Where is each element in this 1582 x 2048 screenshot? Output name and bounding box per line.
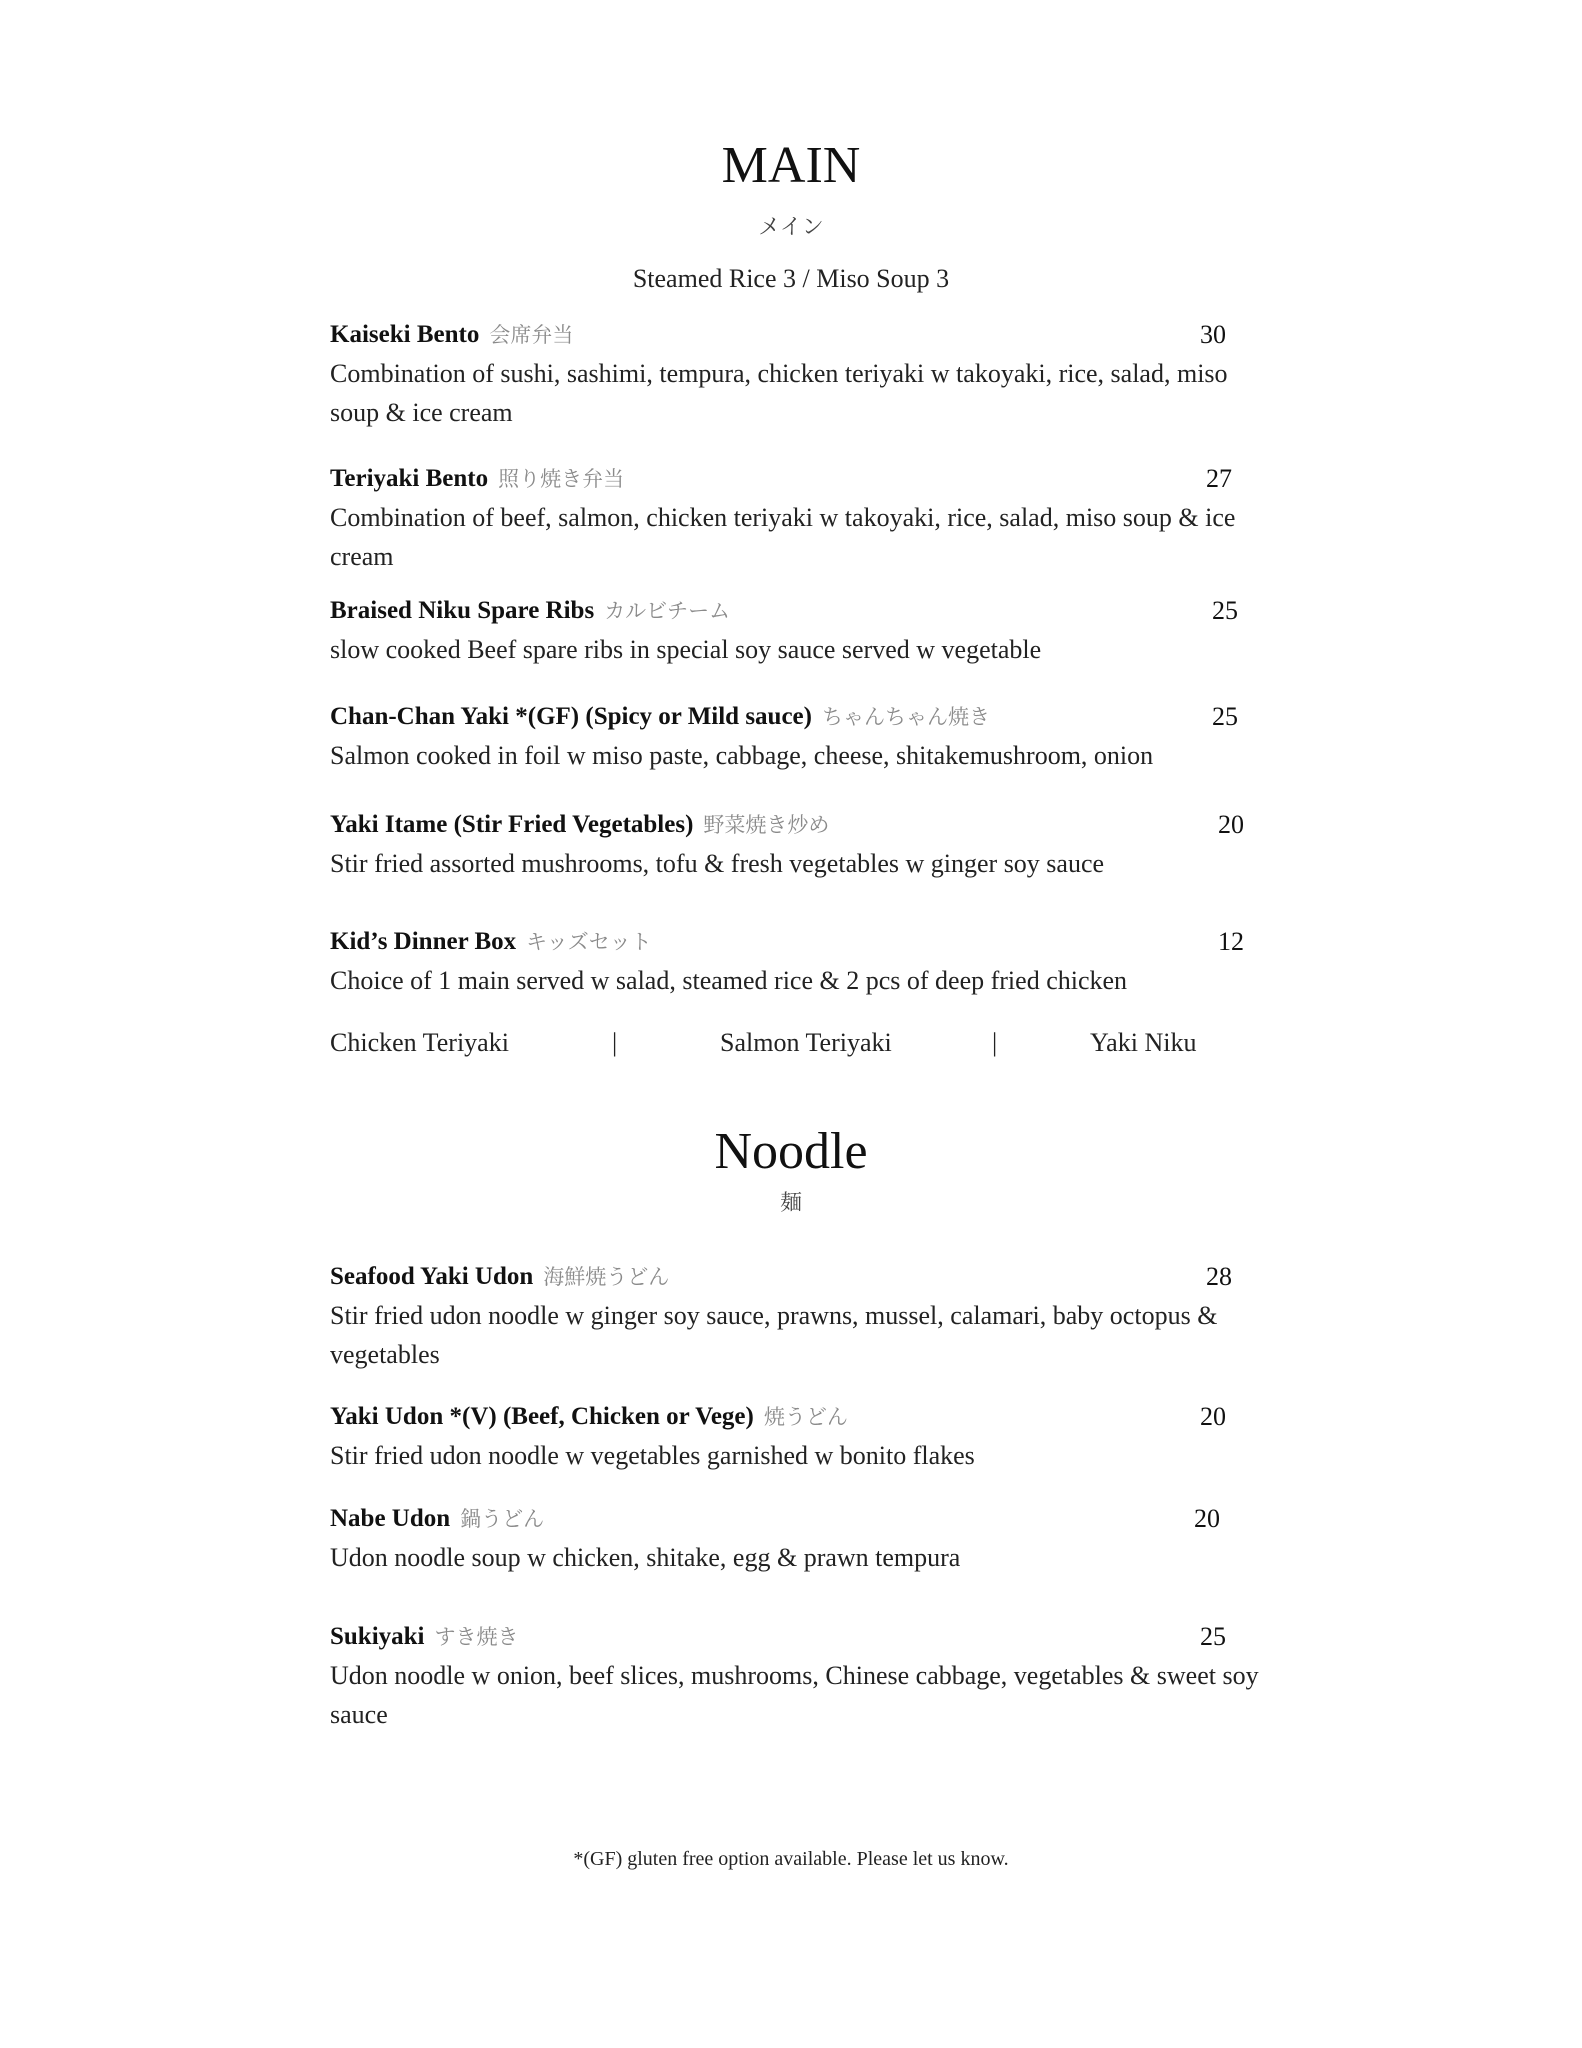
- footnote: *(GF) gluten free option available. Please let us know.: [573, 1848, 1009, 1870]
- menu-item-japanese-name: カルビチーム: [604, 599, 731, 623]
- menu-item-name: Chan-Chan Yaki *(GF) (Spicy or Mild sauce): [330, 703, 812, 730]
- kids-option-yaki-niku: Yaki Niku: [1090, 1028, 1197, 1057]
- menu-item-japanese-name: 海鮮焼うどん: [543, 1265, 670, 1289]
- menu-item-seafood-yaki-udon: [330, 1258, 1260, 1374]
- menu-item-price: 25: [1200, 1622, 1226, 1651]
- menu-item-description: Stir fried udon noodle w vegetables garnished w bonito flakes: [330, 1441, 975, 1470]
- menu-item-description: Combination of beef, salmon, chicken teriyaki w takoyaki, rice, salad, miso soup & ice cream: [330, 503, 1236, 571]
- menu-item-description: Udon noodle w onion, beef slices, mushrooms, Chinese cabbage, vegetables & sweet soy sauce: [330, 1661, 1259, 1729]
- menu-item-teriyaki-bento: [330, 460, 1260, 576]
- menu-item-name: Kaiseki Bento: [330, 321, 480, 348]
- main-section-note: Steamed Rice 3 / Miso Soup 3: [632, 264, 950, 293]
- kids-option-salmon-teriyaki: Salmon Teriyaki: [720, 1028, 892, 1057]
- menu-item-description: Choice of 1 main served w salad, steamed rice & 2 pcs of deep fried chicken: [330, 966, 1128, 995]
- menu-item-description: Stir fried assorted mushrooms, tofu & fresh vegetables w ginger soy sauce: [330, 849, 1105, 878]
- menu-item-japanese-name: 焼うどん: [763, 1405, 848, 1429]
- main-section-title: MAIN: [721, 137, 861, 194]
- menu-item-description: Combination of sushi, sashimi, tempura, chicken teriyaki w takoyaki, rice, salad, miso soup & ice cream: [330, 359, 1228, 427]
- kids-option-chicken-teriyaki: Chicken Teriyaki: [330, 1028, 509, 1057]
- menu-item-header: [330, 1258, 1260, 1296]
- menu-item-japanese-name: キッズセット: [526, 930, 652, 954]
- menu-item-header: [330, 316, 1260, 354]
- menu-item-description: Salmon cooked in foil w miso paste, cabbage, cheese, shitakemushroom, onion: [330, 741, 1154, 770]
- menu-item-kaiseki-bento: [330, 316, 1260, 432]
- menu-item-japanese-name: 会席弁当: [489, 323, 574, 347]
- menu-item-header: [330, 698, 1260, 736]
- menu-item-kids-dinner-box: [330, 923, 1260, 1000]
- menu-item-description: Stir fried udon noodle w ginger soy sauce, prawns, mussel, calamari, baby octopus & vegetables: [330, 1301, 1218, 1369]
- menu-item-price: 28: [1206, 1262, 1232, 1291]
- noodle-section-subtitle: 麺: [779, 1191, 802, 1216]
- menu-item-name: Seafood Yaki Udon: [330, 1263, 534, 1290]
- kids-options-row: [330, 1023, 1260, 1063]
- menu-item-name: Yaki Itame (Stir Fried Vegetables): [330, 811, 694, 838]
- kids-option-separator: |: [612, 1028, 618, 1057]
- menu-item-name: Kid’s Dinner Box: [330, 928, 517, 955]
- menu-item-header: [330, 592, 1260, 630]
- menu-item-header: [330, 1398, 1260, 1436]
- menu-item-price: 20: [1194, 1504, 1220, 1533]
- menu-item-braised-niku-spare-ribs: [330, 592, 1260, 669]
- menu-item-price: 20: [1200, 1402, 1226, 1431]
- menu-item-price: 25: [1212, 596, 1238, 625]
- menu-item-header: [330, 1500, 1260, 1538]
- menu-item-yaki-udon: [330, 1398, 1260, 1475]
- main-section-subtitle: メイン: [758, 215, 824, 240]
- menu-item-sukiyaki: [330, 1618, 1260, 1734]
- menu-item-name: Yaki Udon *(V) (Beef, Chicken or Vege): [330, 1403, 754, 1430]
- menu-item-japanese-name: 照り焼き弁当: [498, 467, 625, 491]
- menu-item-header: [330, 1618, 1260, 1656]
- menu-item-header: [330, 460, 1260, 498]
- menu-item-yaki-itame: [330, 806, 1260, 883]
- menu-item-header: [330, 806, 1260, 844]
- menu-item-description: Udon noodle soup w chicken, shitake, egg & prawn tempura: [330, 1543, 961, 1572]
- menu-item-nabe-udon: [330, 1500, 1260, 1577]
- menu-item-price: 25: [1212, 702, 1238, 731]
- menu-item-description: slow cooked Beef spare ribs in special soy sauce served w vegetable: [330, 635, 1042, 664]
- noodle-section-title: Noodle: [714, 1123, 868, 1180]
- menu-item-name: Braised Niku Spare Ribs: [330, 597, 595, 624]
- menu-item-name: Sukiyaki: [330, 1623, 425, 1650]
- menu-item-japanese-name: 鍋うどん: [460, 1507, 545, 1531]
- menu-item-japanese-name: ちゃんちゃん焼き: [821, 705, 990, 729]
- menu-item-japanese-name: 野菜焼き炒め: [703, 813, 830, 837]
- menu-item-name: Teriyaki Bento: [330, 465, 489, 492]
- menu-item-price: 12: [1218, 927, 1244, 956]
- menu-item-japanese-name: すき焼き: [434, 1625, 519, 1649]
- menu-item-price: 27: [1206, 464, 1232, 493]
- menu-item-chan-chan-yaki: [330, 698, 1260, 775]
- kids-option-separator: |: [992, 1028, 998, 1057]
- menu-item-name: Nabe Udon: [330, 1505, 451, 1532]
- menu-item-price: 20: [1218, 810, 1244, 839]
- menu-item-header: [330, 923, 1260, 961]
- menu-item-price: 30: [1200, 320, 1226, 349]
